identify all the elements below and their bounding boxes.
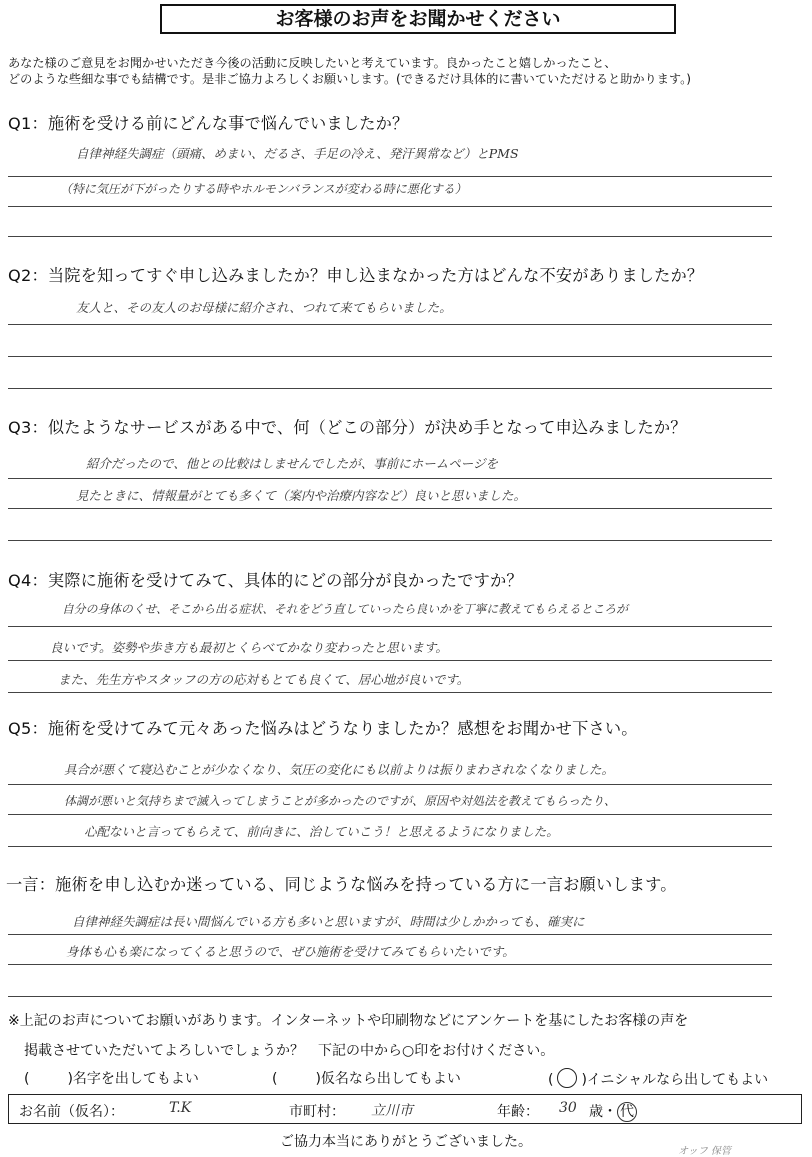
option-real-name[interactable]: ( )名字を出してもよい xyxy=(24,1071,199,1087)
city-label: 市町村： xyxy=(289,1104,345,1120)
option-real-name-label: )名字を出してもよい xyxy=(67,1071,199,1087)
answer-line xyxy=(8,846,772,847)
notice-line-2: 掲載させていただいてよろしいでしょうか？ 下記の中から○印をお付けください。 xyxy=(24,1043,555,1059)
age-decade-circle: 代 xyxy=(617,1102,637,1122)
age-unit xyxy=(589,1101,637,1122)
age-value[interactable]: 30 xyxy=(559,1100,577,1116)
answer-1-line-2: （特に気圧が下がったりする時やホルモンバランスが変わる時に悪化する） xyxy=(60,182,467,196)
option-initials-label: )イニシャルなら出してもよい xyxy=(581,1072,769,1088)
answer-4-line-1: 自分の身体のくせ、そこから出る症状、それをどう直していったら良いかを丁寧に教えてもらえるところが xyxy=(62,602,628,616)
answer-3-line-1: 紹介だったので、他との比較はしませんでしたが、事前にホームページを xyxy=(86,456,499,471)
answer-line xyxy=(8,964,772,965)
respondent-info xyxy=(8,1094,802,1124)
question-3: Q3：似たようなサービスがある中で、何（どこの部分）が決め手となって申込みましたか？ xyxy=(8,418,687,437)
question-5: Q5：施術を受けてみて元々あった悩みはどうなりましたか？感想をお聞かせ下さい。 xyxy=(8,719,638,738)
answer-line xyxy=(8,540,772,541)
answer-line xyxy=(8,388,772,389)
answer-line xyxy=(8,478,772,479)
thanks-message: ご協力本当にありがとうございました。 xyxy=(280,1134,532,1150)
answer-line xyxy=(8,996,772,997)
question-4: Q4：実際に施術を受けてみて、具体的にどの部分が良かったですか？ xyxy=(8,571,523,590)
city-value[interactable]: 立川市 xyxy=(371,1103,413,1119)
answer-line xyxy=(8,660,772,661)
answer-5-line-2: 体調が悪いと気持ちまで滅入ってしまうことが多かったのですが、原因や対処法を教えてもらったり、 xyxy=(64,794,617,808)
answer-line xyxy=(8,324,772,325)
form-title: お客様のお声をお聞かせください xyxy=(160,4,676,34)
selected-circle-mark xyxy=(557,1068,577,1088)
answer-4-line-3: また、先生方やスタッフの方の応対もとても良くて、居心地が良いです。 xyxy=(58,672,470,687)
answer-6-line-2: 身体も心も楽になってくると思うので、ぜひ施術を受けてみてもらいたいです。 xyxy=(66,944,515,959)
answer-5-line-3: 心配ないと言ってもらえて、前向きに、治していこう！と思えるようになりました。 xyxy=(84,824,559,839)
intro-line-1: あなた様のご意見をお聞かせいただき今後の活動に反映したいと考えています。良かったこと嬉しかったこと、 xyxy=(8,56,617,70)
intro-line-2: どのような些細な事でも結構です。是非ご協力よろしくお願いします。(できるだけ具体的に書いていただけると助かります。) xyxy=(8,72,691,86)
answer-line xyxy=(8,356,772,357)
corner-note: オッフ 保管 xyxy=(678,1146,731,1157)
answer-2-line-1: 友人と、その友人のお母様に紹介され、つれて来てもらいました。 xyxy=(76,300,452,315)
option-initials[interactable]: ( )イニシャルなら出してもよい xyxy=(548,1068,768,1089)
age-label: 年齢： xyxy=(497,1104,539,1120)
answer-line xyxy=(8,508,772,509)
name-value[interactable]: T.K xyxy=(169,1100,192,1116)
answer-line xyxy=(8,626,772,627)
answer-6-line-1: 自律神経失調症は長い間悩んでいる方も多いと思いますが、時間は少しかかっても、確実に xyxy=(72,914,585,929)
answer-line xyxy=(8,176,772,177)
option-pseudonym-label: )仮名なら出してもよい xyxy=(315,1071,461,1087)
answer-line xyxy=(8,236,772,237)
notice-line-1: ※上記のお声についてお願いがあります。インターネットや印刷物などにアンケートを基にしたお客様の声を xyxy=(8,1013,689,1029)
option-pseudonym[interactable]: ( )仮名なら出してもよい xyxy=(272,1071,461,1087)
question-1: Q1：施術を受ける前にどんな事で悩んでいましたか？ xyxy=(8,114,409,133)
answer-1-line-1: 自律神経失調症（頭痛、めまい、だるさ、手足の冷え、発汗異常など）とPMS xyxy=(76,146,519,161)
answer-line xyxy=(8,784,772,785)
answer-4-line-2: 良いです。姿勢や歩き方も最初とくらべてかなり変わったと思います。 xyxy=(50,640,448,655)
question-2: Q2：当院を知ってすぐ申し込みましたか？申し込まなかった方はどんな不安がありましたか？ xyxy=(8,266,704,285)
question-6: 一言：施術を申し込むか迷っている、同じような悩みを持っている方に一言お願いします。 xyxy=(6,875,677,894)
answer-5-line-1: 具合が悪くて寝込むことが少なくなり、気圧の変化にも以前よりは振りまわされなくなりました。 xyxy=(64,762,615,777)
answer-line xyxy=(8,934,772,935)
answer-line xyxy=(8,206,772,207)
answer-line xyxy=(8,692,772,693)
answer-3-line-2: 見たときに、情報量がとても多くて（案内や治療内容など）良いと思いました。 xyxy=(76,488,527,503)
answer-line xyxy=(8,814,772,815)
name-label: お名前（仮名）： xyxy=(19,1104,124,1120)
age-unit-label: 歳・ xyxy=(589,1104,617,1120)
